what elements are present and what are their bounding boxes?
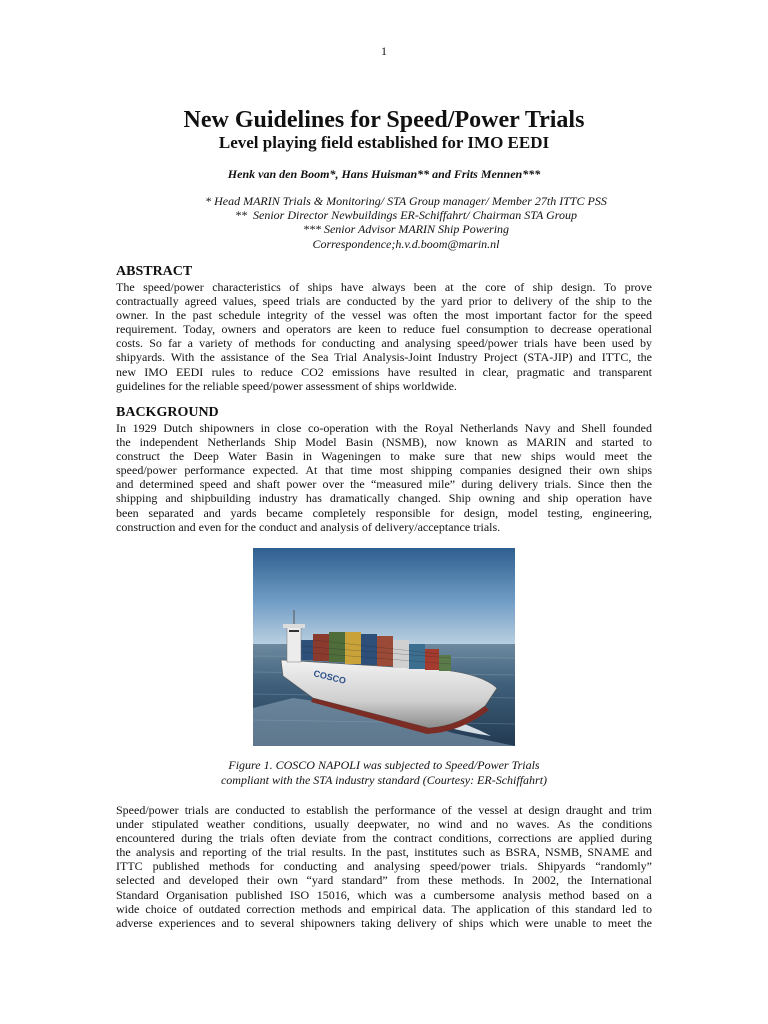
page-number: 1 bbox=[381, 44, 387, 58]
text-line: Speed/power trials are conducted to establish the performance of the vessel at design draught and trim bbox=[116, 803, 652, 817]
affiliation-line: ** Senior Director Newbuildings ER-Schiffahrt/ Chairman STA Group bbox=[235, 208, 577, 223]
text-line: The speed/power characteristics of ships have always been at the core of ship design. To prove bbox=[116, 280, 652, 294]
text-line: costs. So far a variety of methods for conducting and analysing speed/power trials have been used by bbox=[116, 336, 652, 351]
abstract-heading: ABSTRACT bbox=[116, 264, 193, 279]
container-ship-illustration bbox=[253, 548, 515, 746]
text-line: encountered during the trials often deviate from the contract conditions, corrections are applied during bbox=[116, 831, 652, 846]
background-heading: BACKGROUND bbox=[116, 405, 219, 420]
paragraph-speed-power-trials bbox=[116, 803, 652, 930]
affiliation-block bbox=[0, 194, 768, 251]
correspondence-line: Correspondence;h.v.d.boom@marin.nl bbox=[312, 236, 500, 251]
text-line: wide choice of outdated correction methods and empirical data. The application of this standard led to bbox=[116, 901, 652, 916]
ship-photo bbox=[253, 548, 515, 746]
text-line: requirement. Today, owners and operators are keen to reduce fuel consumption to decrease operational bbox=[116, 322, 652, 337]
text-line: contractually agreed values, speed trials are conducted by the yard prior to delivery of the ship to the bbox=[116, 294, 652, 309]
affiliation-line: *** Senior Advisor MARIN Ship Powering bbox=[302, 222, 510, 237]
text-line: Standard Organisation published ISO 15016, which was a cumbersome analysis method based on a bbox=[116, 887, 652, 902]
text-line: owner. In the past schedule integrity of the vessel was often the most important factor for the speed bbox=[116, 308, 652, 323]
background-body bbox=[116, 421, 652, 534]
text-line: construction and even for the conduct and analysis of delivery/acceptance trials. bbox=[116, 519, 501, 534]
author-list: Henk van den Boom*, Hans Huisman** and Frits Mennen*** bbox=[227, 167, 541, 181]
text-line: and determined speed and shaft power over the “measured mile” during delivery trials. Since then the bbox=[116, 477, 652, 492]
figure-caption bbox=[0, 758, 768, 787]
text-line: construct the Deep Water Basin in Wageningen to make sure that new ships would meet the bbox=[116, 449, 652, 464]
text-line: adverse experiences and to several shipowners taking delivery of ships which were unable to meet the bbox=[116, 915, 652, 930]
text-line: under stipulated weather conditions, usually deepwater, no wind and no waves. As the conditions bbox=[116, 817, 652, 832]
caption-line: Figure 1. COSCO NAPOLI was subjected to Speed/Power Trials bbox=[228, 758, 540, 772]
hull-lettering: COSCO bbox=[312, 668, 347, 686]
abstract-body bbox=[116, 280, 652, 393]
caption-line: compliant with the STA industry standard (Courtesy: ER-Schiffahrt) bbox=[220, 772, 548, 787]
text-line: shipyards. With the assistance of the Sea Trial Analysis-Joint Industry Project (STA-JIP) and ITTC, the bbox=[116, 350, 652, 365]
text-line: new IMO EEDI rules to reduce CO2 emissions have resulted in clear, pragmatic and transparent bbox=[116, 364, 652, 379]
paper-subtitle: Level playing field established for IMO EEDI bbox=[218, 133, 550, 152]
text-line: shipping and shipbuilding industry has dramatically changed. Ship owning and ship operation have bbox=[116, 491, 652, 506]
text-line: the analysis and reporting of the trial results. In the past, institutes such as BSRA, NSMB, SNAME and bbox=[116, 845, 652, 860]
text-line: speed/power performance expected. At that time most shipping companies designed their own ships bbox=[116, 463, 652, 478]
text-line: selected and developed their own “yard standard” from these methods. In 2002, the International bbox=[116, 873, 652, 888]
text-line: In 1929 Dutch shipowners in close co-operation with the Royal Netherlands Navy and Shell founded bbox=[116, 421, 652, 435]
text-line: been separated and yards became completely responsible for design, model testing, engineering, bbox=[116, 505, 652, 520]
affiliation-line: * Head MARIN Trials & Monitoring/ STA Group manager/ Member 27th ITTC PSS bbox=[205, 194, 607, 208]
text-line: the independent Netherlands Ship Model Basin (NSMB), now known as MARIN and started to bbox=[116, 435, 652, 450]
text-line: guidelines for the reliable speed/power assessment of ships worldwide. bbox=[116, 378, 457, 393]
paper-title: New Guidelines for Speed/Power Trials bbox=[183, 107, 585, 133]
text-line: ITTC published methods for conducting and analysing speed/power trials. Shipyards “randomly” bbox=[116, 859, 652, 874]
